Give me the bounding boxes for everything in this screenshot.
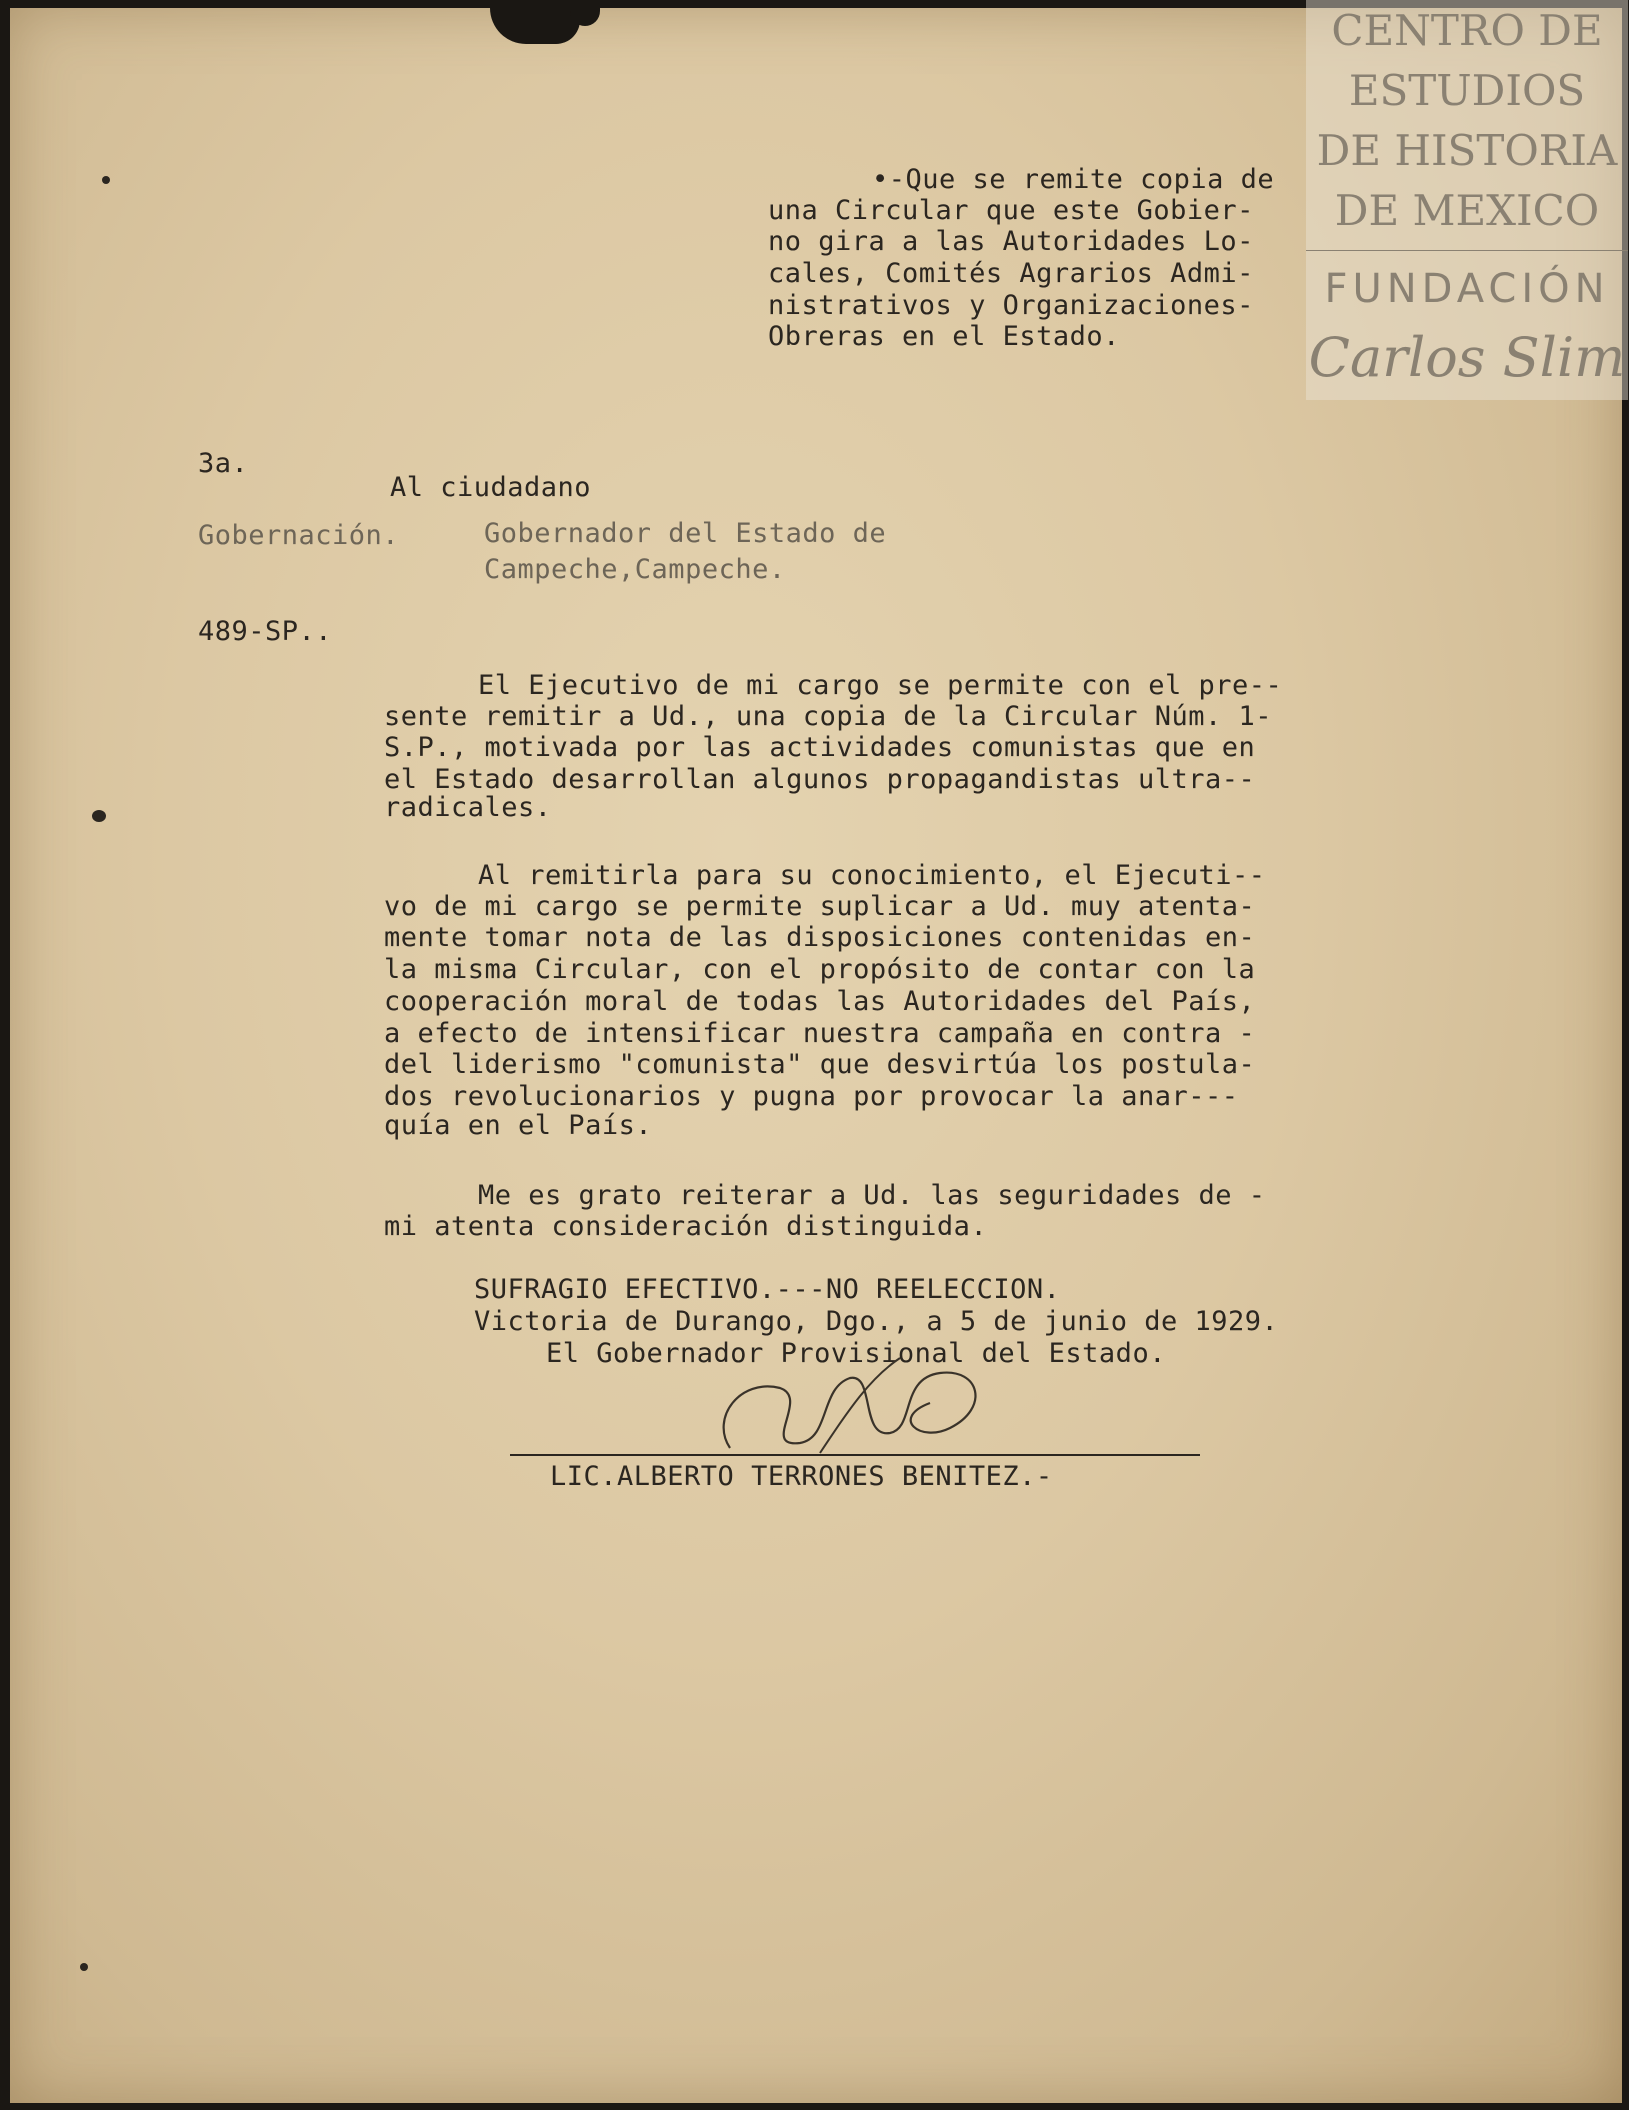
watermark-text: ESTUDIOS — [1348, 66, 1586, 115]
ink-speck — [92, 810, 106, 822]
watermark-text: DE HISTORIA — [1316, 126, 1618, 175]
body-line: El Ejecutivo de mi cargo se permite con el pre-- — [478, 670, 1283, 701]
summary-line: •-Que se remite copia de — [872, 164, 1275, 195]
summary-line: no gira a las Autoridades Lo- — [768, 226, 1254, 257]
body-line: mente tomar nota de las disposiciones contenidas en- — [384, 922, 1256, 953]
ink-speck — [102, 176, 110, 184]
salutation: Al ciudadano — [390, 472, 592, 503]
ink-speck — [80, 1963, 88, 1971]
body-line: la misma Circular, con el propósito de contar con la — [384, 954, 1256, 985]
recipient-line: Gobernador del Estado de — [484, 518, 887, 549]
body-line: vo de mi cargo se permite suplicar a Ud. muy atenta- — [384, 891, 1256, 922]
body-line: del liderismo "comunista" que desvirtúa los postula- — [384, 1049, 1256, 1080]
archive-watermark — [1306, 0, 1628, 400]
body-line: radicales. — [384, 792, 552, 823]
body-line: S.P., motivada por las actividades comunistas que en — [384, 732, 1256, 763]
signer-title: El Gobernador Provisional del Estado. — [546, 1338, 1166, 1369]
body-line: mi atenta consideración distinguida. — [384, 1211, 988, 1242]
body-line: quía en el País. — [384, 1110, 653, 1141]
watermark-rule — [1306, 250, 1628, 251]
body-line: sente remitir a Ud., una copia de la Circular Núm. 1- — [384, 701, 1273, 732]
watermark-text: CENTRO DE — [1331, 6, 1603, 55]
section-number: 3a. — [198, 448, 249, 479]
body-line: Al remitirla para su conocimiento, el Ejecuti-- — [478, 860, 1266, 891]
body-line: Me es grato reiterar a Ud. las seguridades de - — [478, 1180, 1266, 1211]
signer-name: LIC.ALBERTO TERRONES BENITEZ.- — [550, 1461, 1053, 1492]
body-line: el Estado desarrollan algunos propagandistas ultra-- — [384, 764, 1256, 795]
watermark-text: DE MEXICO — [1334, 186, 1600, 235]
reference-number: 489-SP.. — [198, 616, 333, 647]
signature-line — [510, 1454, 1200, 1456]
body-line: dos revolucionarios y pugna por provocar la anar--- — [384, 1081, 1239, 1112]
summary-line: Obreras en el Estado. — [768, 321, 1120, 352]
body-line: a efecto de intensificar nuestra campaña en contra - — [384, 1018, 1256, 1049]
recipient-line: Campeche,Campeche. — [484, 554, 786, 585]
torn-edge — [490, 8, 580, 44]
summary-line: una Circular que este Gobier- — [768, 195, 1254, 226]
summary-line: cales, Comités Agrarios Admi- — [768, 258, 1254, 289]
place-date: Victoria de Durango, Dgo., a 5 de junio de 1929. — [474, 1306, 1279, 1337]
summary-line: nistrativos y Organizaciones- — [768, 290, 1254, 321]
department-label: Gobernación. — [198, 520, 400, 551]
handwritten-signature — [700, 1348, 1030, 1468]
motto: SUFRAGIO EFECTIVO.---NO REELECCION. — [474, 1274, 1061, 1305]
watermark-foundation: FUNDACIÓN — [1324, 266, 1610, 312]
body-line: cooperación moral de todas las Autoridades del País, — [384, 986, 1256, 1017]
watermark-signature-logo: Carlos Slim — [1308, 326, 1626, 389]
